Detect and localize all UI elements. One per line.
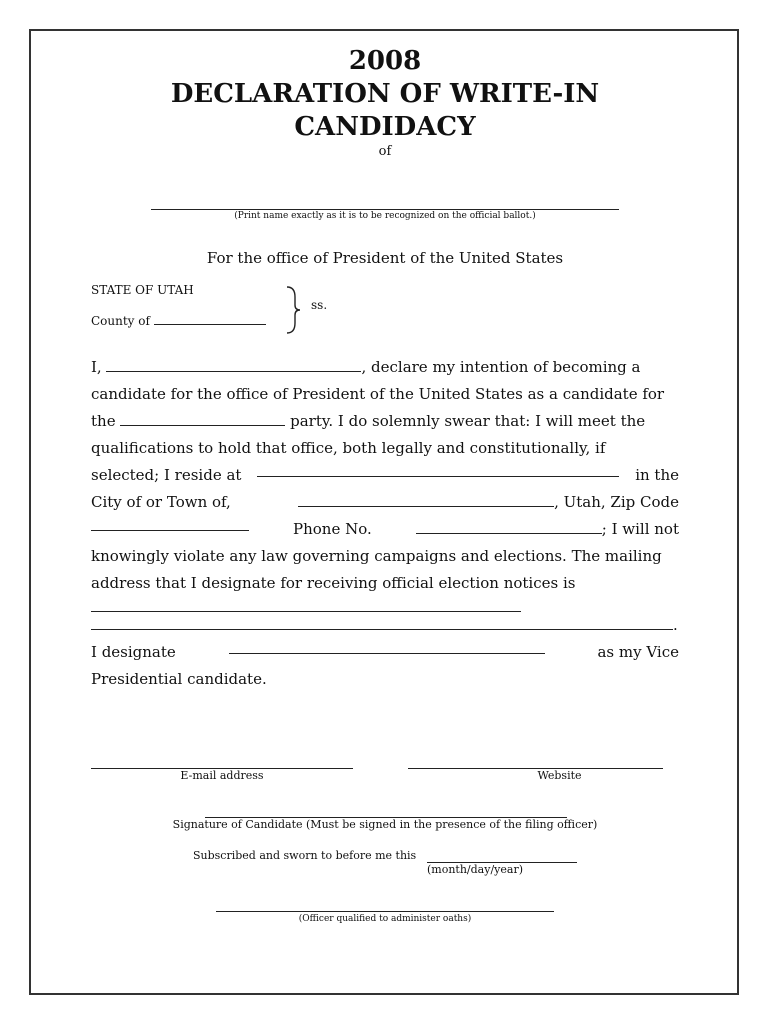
- of-label: of: [378, 144, 392, 159]
- text-segment: qualifications to hold that office, both legally and constitutionally, if: [91, 439, 606, 457]
- city-field[interactable]: [298, 492, 554, 507]
- declaration-line: [91, 381, 679, 408]
- candidate-name-caption: (Print name exactly as it is to be recognized on the official ballot.): [234, 211, 536, 221]
- declaration-line: [91, 666, 679, 693]
- text-segment: .: [673, 616, 678, 634]
- declaration-line: [91, 489, 679, 516]
- email-caption: E-mail address: [180, 769, 264, 782]
- text-segment: knowingly violate any law governing campaigns and elections. The mailing: [91, 547, 662, 565]
- text-segment: in the: [635, 466, 679, 484]
- declaration-line: [91, 462, 679, 489]
- ss-label: ss.: [311, 298, 328, 312]
- text-segment: Phone No.: [293, 520, 372, 538]
- text-segment: I designate: [91, 643, 176, 661]
- text-segment: candidate for the office of President of the United States as a candidate for: [91, 385, 665, 403]
- county-label: [91, 313, 266, 328]
- zip-code-field[interactable]: [91, 516, 249, 531]
- sworn-label: Subscribed and sworn to before me this: [193, 849, 417, 862]
- declaration-line: [91, 354, 679, 381]
- declaration-line: [91, 543, 679, 570]
- officer-caption: (Officer qualified to administer oaths): [298, 914, 472, 924]
- text-segment: party. I do solemnly swear that: I will meet the: [290, 412, 646, 430]
- form-title-line-1: DECLARATION OF WRITE-IN: [170, 79, 600, 109]
- signature-caption: Signature of Candidate (Must be signed in the presence of the filing officer): [172, 818, 598, 831]
- form-title-line-2: CANDIDACY: [294, 112, 476, 142]
- county-text: County of: [91, 314, 150, 328]
- text-segment: , Utah, Zip Code: [554, 493, 679, 511]
- mailing-address-field-1[interactable]: [91, 597, 521, 612]
- date-caption: (month/day/year): [427, 863, 523, 876]
- officer-signature-field[interactable]: [216, 911, 554, 912]
- declaration-line: [91, 516, 679, 543]
- declaration-line: [91, 570, 679, 597]
- text-segment: , declare my intention of becoming a: [361, 358, 641, 376]
- text-segment: I,: [91, 358, 102, 376]
- mailing-address-field-2[interactable]: [91, 615, 673, 630]
- county-field[interactable]: [154, 313, 266, 325]
- declaration-line: [91, 435, 679, 462]
- declaration-line: [91, 612, 679, 639]
- candidate-name-field[interactable]: [151, 209, 619, 210]
- text-segment: address that I designate for receiving official election notices is: [91, 574, 576, 592]
- declaration-paragraph: [91, 354, 679, 693]
- declaration-line: [91, 597, 679, 612]
- text-segment: as my Vice: [597, 643, 679, 661]
- text-segment: selected; I reside at: [91, 466, 242, 484]
- declaration-line: [91, 408, 679, 435]
- text-segment: the: [91, 412, 116, 430]
- website-caption: Website: [537, 769, 582, 782]
- office-line: For the office of President of the United States: [206, 249, 564, 267]
- text-segment: ; I will not: [601, 520, 679, 538]
- declaration-line: [91, 639, 679, 666]
- text-segment: City of or Town of,: [91, 493, 231, 511]
- party-field[interactable]: [120, 411, 285, 426]
- form-year: 2008: [348, 46, 422, 76]
- phone-field[interactable]: [416, 519, 602, 534]
- state-label: STATE OF UTAH: [91, 283, 194, 297]
- declarant-name-field[interactable]: [106, 357, 361, 372]
- vice-president-field[interactable]: [229, 639, 545, 654]
- brace-icon: [283, 285, 303, 335]
- text-segment: Presidential candidate.: [91, 670, 267, 688]
- residence-address-field[interactable]: [257, 462, 619, 477]
